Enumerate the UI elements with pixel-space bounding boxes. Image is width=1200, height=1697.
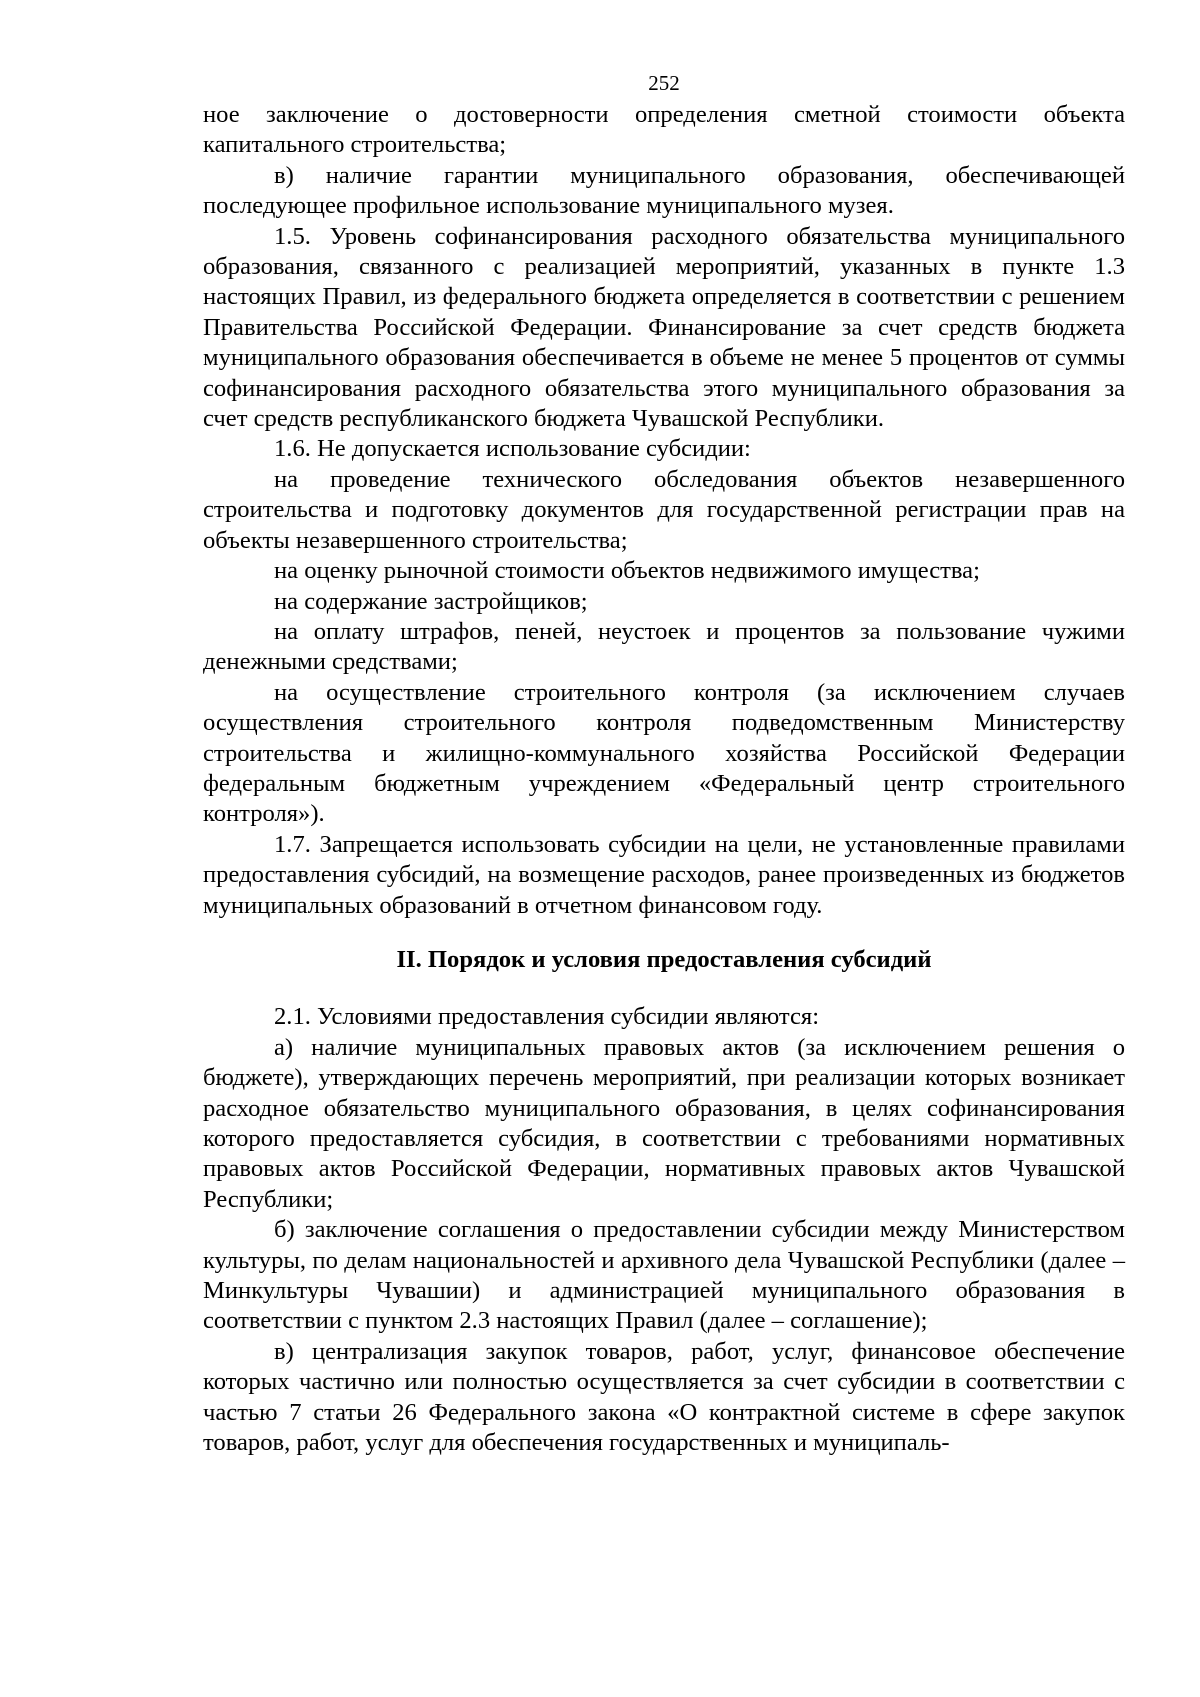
paragraph: ное заключение о достоверности определения сметной стоимости объекта капитального строительства;: [203, 101, 1125, 159]
spacer: [203, 975, 1125, 1002]
paragraph: в) наличие гарантии муниципального образования, обеспечивающей последующее профильное использование муниципального музея.: [203, 161, 1125, 220]
paragraph: 1.7. Запрещается использовать субсидии на цели, не установленные правилами предоставления субсидий, на возмещение расходов, ранее произведенных из бюджетов муниципальных образований в отчетном финансовом году.: [203, 830, 1125, 919]
paragraph: на осуществление строительного контроля (за исключением случаев осуществления строительного контроля подведомственным Министерству строительства и жилищно-коммунального хозяйства Российской Федерации федеральным бюджетным учреждением «Федеральный центр строительного контроля»).: [203, 678, 1125, 828]
paragraph: на оценку рыночной стоимости объектов недвижимого имущества;: [274, 557, 980, 585]
section-heading: II. Порядок и условия предоставления субсидий: [396, 945, 932, 973]
paragraph: б) заключение соглашения о предоставлении субсидии между Министерством культуры, по делам национальностей и архивного дела Чувашской Республики (далее – Минкультуры Чувашии) и администрацией муниципального образования в соответствии с пунктом 2.3 настоящих Правил (далее – соглашение);: [203, 1216, 1125, 1335]
paragraph: 1.6. Не допускается использование субсидии:: [274, 435, 751, 463]
document-page: [203, 68, 1125, 1458]
spacer: [203, 921, 1125, 945]
paragraph: а) наличие муниципальных правовых актов (за исключением решения о бюджете), утверждающих перечень мероприятий, при реализации которых возникает расходное обязательство муниципального образования, в целях софинансирования которого предоставляется субсидия, в соответствии с требованиями нормативных правовых актов Российской Федерации, нормативных правовых актов Чувашской Республики;: [203, 1033, 1125, 1213]
paragraph: на оплату штрафов, пеней, неустоек и процентов за пользование чужими денежными средствами;: [203, 617, 1125, 676]
paragraph: в) централизация закупок товаров, работ, услуг, финансовое обеспечение которых частично или полностью осуществляется за счет субсидии в соответствии с частью 7 статьи 26 Федерального закона «О контрактной системе в сфере закупок товаров, работ, услуг для обеспечения государственных и муниципаль-: [203, 1337, 1125, 1457]
page-number: 252: [648, 71, 680, 95]
paragraph: на содержание застройщиков;: [274, 587, 588, 615]
paragraph: 2.1. Условиями предоставления субсидии являются:: [274, 1003, 820, 1031]
paragraph: на проведение технического обследования объектов незавершенного строительства и подготовку документов для государственной регистрации прав на объекты незавершенного строительства;: [203, 465, 1125, 554]
paragraph: 1.5. Уровень софинансирования расходного обязательства муниципального образования, связанного с реализацией мероприятий, указанных в пункте 1.3 настоящих Правил, из федерального бюджета определяется в соответствии с решением Правительства Российской Федерации. Финансирование за счет средств бюджета муниципального образования обеспечивается в объеме не менее 5 процентов от суммы софинансирования расходного обязательства этого муниципального образования за счет средств республиканского бюджета Чувашской Республики.: [203, 222, 1125, 433]
